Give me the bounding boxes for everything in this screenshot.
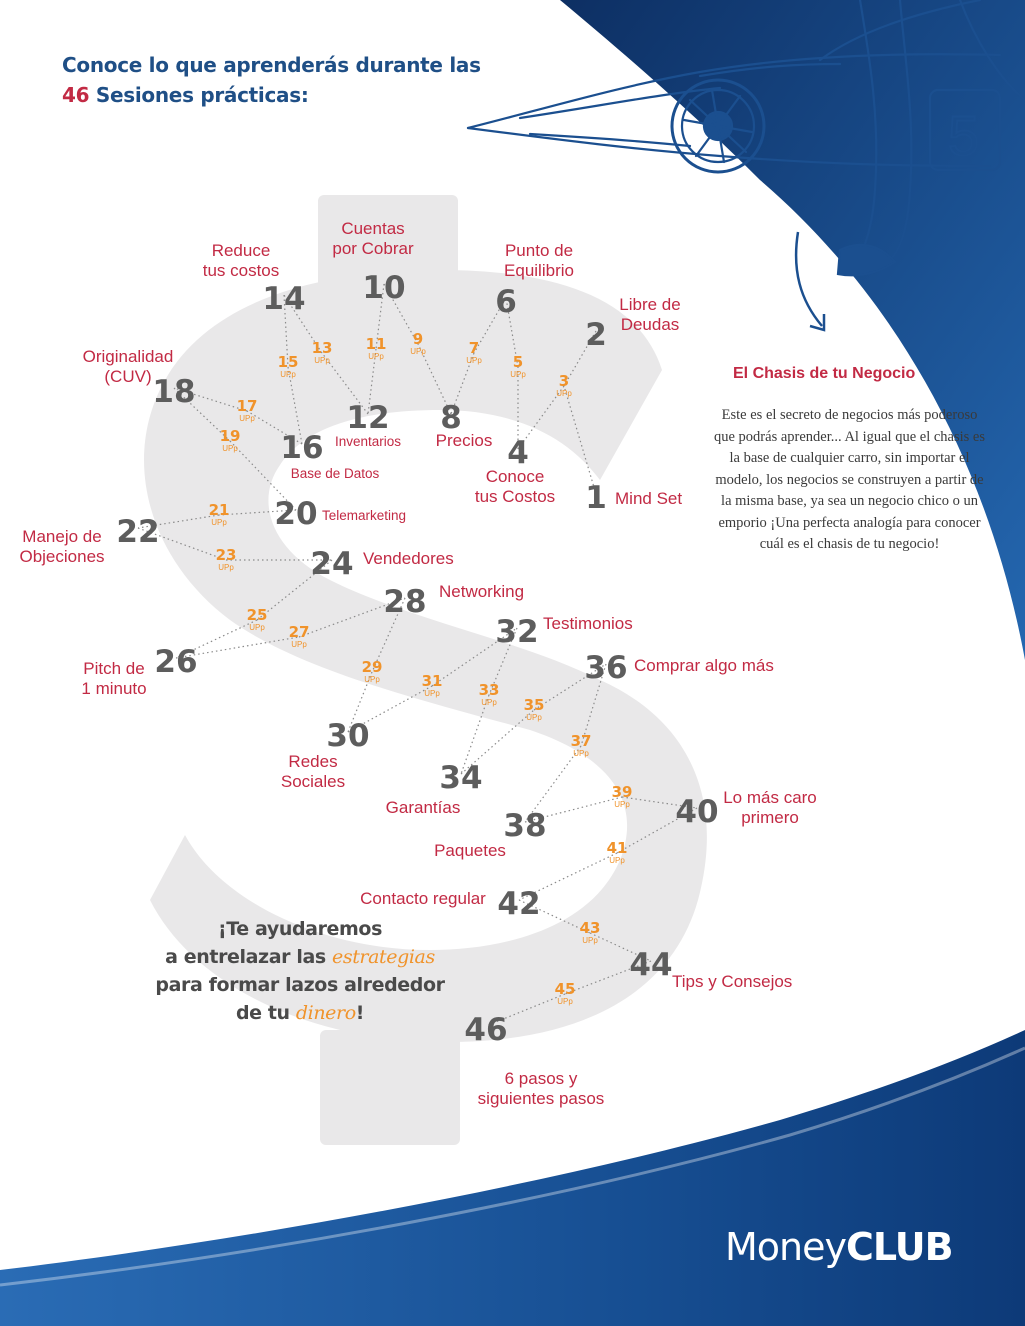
upp-number: 3 xyxy=(558,372,570,390)
upp-node-29 xyxy=(362,658,383,684)
upp-number: 43 xyxy=(579,919,601,937)
upp-number: 15 xyxy=(277,353,299,371)
moneyclub-logo xyxy=(725,1225,953,1269)
upp-label: UPp xyxy=(368,352,384,361)
session-number: 6 xyxy=(495,284,517,320)
upp-label: UPp xyxy=(573,749,589,758)
upp-node-23 xyxy=(216,546,237,572)
session-label: Comprar algo más xyxy=(634,656,774,675)
promo-message xyxy=(130,915,470,1027)
upp-node-15 xyxy=(278,353,299,379)
upp-number: 17 xyxy=(236,397,258,415)
session-label: Manejo de Objeciones xyxy=(19,527,105,566)
upp-number: 37 xyxy=(570,732,592,750)
session-node-40 xyxy=(675,788,816,830)
upp-number: 11 xyxy=(365,335,387,353)
session-number: 12 xyxy=(346,400,390,436)
session-label: 6 pasos y siguientes pasos xyxy=(477,1069,605,1108)
upp-number: 45 xyxy=(554,980,576,998)
session-number: 8 xyxy=(440,400,462,436)
upp-label: UPp xyxy=(582,936,598,945)
session-label: Reduce tus costos xyxy=(202,241,280,280)
session-label: Pitch de 1 minuto xyxy=(81,659,147,698)
upp-node-43 xyxy=(580,919,601,945)
upp-node-13 xyxy=(312,339,333,365)
upp-node-11 xyxy=(366,335,387,361)
upp-label: UPp xyxy=(239,414,255,423)
curved-arrow-head xyxy=(810,314,824,330)
promo-line2-a: a entrelazar las xyxy=(165,946,332,968)
upp-node-39 xyxy=(612,783,633,809)
chasis-title: El Chasis de tu Negocio xyxy=(733,365,916,382)
chasis-body: Este es el secreto de negocios más poderoso que podrás aprender... Al igual que el chasis es la base de cualquier carro, sin importar el modelo, los negocios se construyen a partir de la misma base, ya sea un negocio chico o un emporio ¡Una perfecta analogía para conocer cuál es el chasis de tu negocio! xyxy=(714,407,985,552)
upp-label: UPp xyxy=(218,563,234,572)
upp-number: 41 xyxy=(606,839,628,857)
session-label: Telemarketing xyxy=(322,508,407,523)
session-node-36 xyxy=(584,650,773,686)
session-node-22 xyxy=(19,514,159,566)
session-node-18 xyxy=(83,347,196,410)
session-label: Cuentas por Cobrar xyxy=(332,219,414,258)
session-node-44 xyxy=(629,947,792,991)
session-node-32 xyxy=(495,614,632,650)
upp-node-27 xyxy=(289,623,310,649)
session-label: Base de Datos xyxy=(290,466,380,481)
session-number: 4 xyxy=(507,435,529,471)
promo-line3: para formar lazos alrededor xyxy=(155,974,445,996)
upp-number: 21 xyxy=(208,501,230,519)
upp-number: 33 xyxy=(478,681,500,699)
promo-highlight-estrategias: estrategias xyxy=(332,946,435,968)
promo-line4-a: de tu xyxy=(235,1002,296,1024)
upp-label: UPp xyxy=(609,856,625,865)
promo-line1: ¡Te ayudaremos xyxy=(218,918,382,940)
session-label: Testimonios xyxy=(543,614,633,633)
upp-number: 35 xyxy=(523,696,545,714)
heading-line1: Conoce lo que aprenderás durante las xyxy=(62,53,481,77)
session-label: Conoce tus Costos xyxy=(474,467,556,506)
session-number: 20 xyxy=(274,496,318,532)
upp-label: UPp xyxy=(291,640,307,649)
session-number: 30 xyxy=(326,718,370,754)
upp-label: UPp xyxy=(510,370,526,379)
upp-label: UPp xyxy=(556,389,572,398)
upp-label: UPp xyxy=(526,713,542,722)
upp-number: 27 xyxy=(288,623,310,641)
promo-line4-c: ! xyxy=(355,1002,365,1024)
logo-club: CLUB xyxy=(846,1225,953,1269)
session-node-26 xyxy=(81,644,197,698)
session-number: 32 xyxy=(495,614,539,650)
session-node-20 xyxy=(274,496,406,532)
session-number: 38 xyxy=(503,808,547,844)
session-number: 10 xyxy=(362,270,406,306)
session-number: 18 xyxy=(152,374,196,410)
session-node-30 xyxy=(281,718,370,791)
session-number: 2 xyxy=(585,317,607,353)
session-number: 16 xyxy=(280,430,324,466)
session-node-1 xyxy=(585,480,682,516)
session-number: 44 xyxy=(629,947,673,983)
heading-line2-text: Sesiones prácticas: xyxy=(89,83,309,107)
upp-number: 25 xyxy=(246,606,268,624)
upp-number: 7 xyxy=(468,339,480,357)
heading-session-count: 46 xyxy=(62,83,90,107)
session-label: Redes Sociales xyxy=(280,752,346,791)
session-number: 26 xyxy=(154,644,198,680)
heading-line2 xyxy=(62,80,481,110)
upp-label: UPp xyxy=(557,997,573,1006)
upp-label: UPp xyxy=(481,698,497,707)
session-number: 42 xyxy=(497,886,541,922)
upp-node-25 xyxy=(247,606,268,632)
logo-money: Money xyxy=(725,1225,846,1269)
upp-number: 23 xyxy=(215,546,237,564)
upp-node-31 xyxy=(422,672,443,698)
session-label: Precios xyxy=(435,431,493,450)
upp-number: 31 xyxy=(421,672,443,690)
upp-node-33 xyxy=(479,681,500,707)
upp-number: 29 xyxy=(361,658,383,676)
session-node-34 xyxy=(386,760,483,817)
upp-node-37 xyxy=(571,732,592,758)
upp-label: UPp xyxy=(211,518,227,527)
upp-node-35 xyxy=(524,696,545,722)
upp-label: UPp xyxy=(249,623,265,632)
car-number: 5 xyxy=(948,104,980,167)
session-number: 1 xyxy=(585,480,607,516)
session-number: 24 xyxy=(310,546,354,582)
upp-number: 5 xyxy=(512,353,524,371)
upp-number: 9 xyxy=(412,330,424,348)
session-label: Networking xyxy=(439,582,525,601)
promo-line4 xyxy=(130,999,470,1027)
upp-node-41 xyxy=(607,839,628,865)
upp-label: UPp xyxy=(424,689,440,698)
upp-label: UPp xyxy=(364,675,380,684)
upp-node-17 xyxy=(237,397,258,423)
session-label: Originalidad (CUV) xyxy=(82,347,174,386)
session-number: 40 xyxy=(675,794,719,830)
session-label: Paquetes xyxy=(434,841,506,860)
session-label: Libre de Deudas xyxy=(619,295,681,334)
session-label: Vendedores xyxy=(363,549,454,568)
upp-label: UPp xyxy=(222,444,238,453)
session-label: Lo más caro primero xyxy=(723,788,817,827)
session-label: Garantías xyxy=(385,798,461,817)
promo-highlight-dinero: dinero xyxy=(295,1002,356,1024)
upp-node-19 xyxy=(220,427,241,453)
upp-node-45 xyxy=(555,980,576,1006)
session-label: Tips y Consejos xyxy=(672,972,793,991)
upp-node-21 xyxy=(209,501,230,527)
upp-number: 39 xyxy=(611,783,633,801)
promo-line2 xyxy=(130,943,470,971)
upp-label: UPp xyxy=(466,356,482,365)
session-label: Contacto regular xyxy=(360,889,486,908)
upp-label: UPp xyxy=(314,356,330,365)
session-number: 46 xyxy=(464,1012,508,1048)
upp-label: UPp xyxy=(280,370,296,379)
page-heading xyxy=(62,50,481,110)
session-label: Punto de Equilibrio xyxy=(504,241,574,280)
upp-number: 19 xyxy=(219,427,241,445)
session-label: Inventarios xyxy=(334,434,402,449)
upp-label: UPp xyxy=(614,800,630,809)
session-number: 14 xyxy=(262,281,306,317)
upp-number: 13 xyxy=(311,339,333,357)
session-number: 22 xyxy=(116,514,160,550)
session-node-24 xyxy=(310,546,453,582)
session-label: Mind Set xyxy=(615,489,683,508)
session-number: 34 xyxy=(439,760,483,796)
session-number: 28 xyxy=(383,584,427,620)
upp-label: UPp xyxy=(410,347,426,356)
session-number: 36 xyxy=(584,650,628,686)
